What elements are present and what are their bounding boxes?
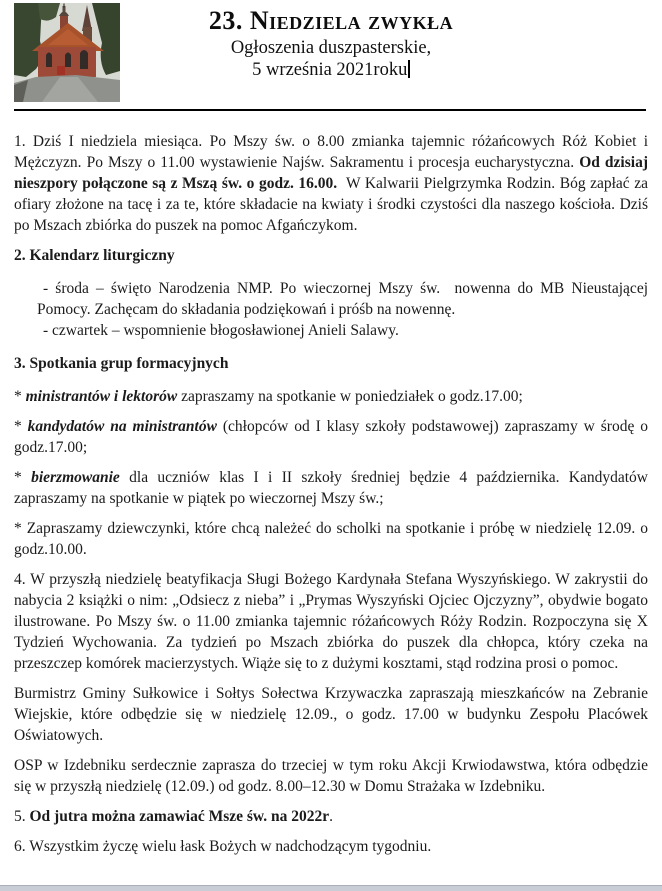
paragraph-1	[14, 131, 648, 236]
paragraph-1-text: 1. Dziś I niedziela miesiąca. Po Mszy św. o 8.00 zmianka tajemnic różańcowych Róż Kobiet i Mężczyzn. Po Mszy o 11.00 wystawienie Najśw. Sakramentu i procesja eucharystyczna.	[14, 133, 648, 171]
bullet-star: *	[14, 469, 32, 486]
paragraph-5	[14, 806, 648, 827]
subtitle-line-2: 5 września 2021roku	[252, 59, 408, 80]
calendar-item-czwartek: - czwartek – wspomnienie błogosławionej Anieli Salawy.	[43, 322, 399, 339]
page-title: 23. Niedziela zwykła	[208, 6, 454, 35]
paragraph-5-number: 5.	[14, 808, 30, 825]
group-item-scholka: * Zapraszamy dziewczynki, które chcą należeć do scholki na spotkanie i próbę w niedzielę 12.09. o godz.10.00.	[14, 520, 648, 558]
subtitle-line-1: Ogłoszenia duszpasterskie,	[230, 38, 432, 58]
window-bottom-edge	[0, 885, 662, 891]
group-item-ministranci-title: ministrantów i lektorów	[25, 388, 178, 405]
group-item-bierzmowanie-title: bierzmowanie	[31, 469, 120, 486]
group-item-bierzmowanie-text: dla uczniów klas I i II szkoły średniej będzie 4 października. Kandydatów zapraszamy na spotkanie w piątek po wieczornej Mszy św.;	[14, 469, 649, 507]
paragraph-5-end: .	[329, 808, 333, 825]
document-text-area[interactable]	[14, 131, 648, 866]
paragraph-6: 6. Wszystkim życzę wielu łask Bożych w nadchodzącym tygodniu.	[14, 838, 432, 855]
group-item-ministranci	[14, 386, 648, 407]
paragraph-5-bold: Od jutra można zamawiać Msze św. na 2022r	[29, 808, 330, 825]
page-subtitle	[0, 38, 662, 81]
bullet-star: *	[14, 418, 28, 435]
group-item-kandydaci-title: kandydatów na ministrantów	[27, 418, 217, 435]
group-item-kandydaci	[14, 416, 648, 458]
paragraph-osp: OSP w Izdebniku serdecznie zaprasza do trzeciej w tym roku Akcji Krwiodawstwa, która odbędzie się w przyszłą niedzielę (12.09.) od godz. 8.00–12.30 w Domu Strażaka w Izdebniku.	[14, 757, 648, 795]
calendar-item-sroda: - środa – święto Narodzenia NMP. Po wieczornej Mszy św. nowenna do MB Nieustającej Pomocy. Zachęcam do składania podziękowań i próśb na nowennę.	[37, 280, 648, 318]
section-heading-3: 3. Spotkania grup formacyjnych	[14, 355, 229, 372]
group-item-ministranci-text: zapraszamy na spotkanie w poniedziałek o godz.17.00;	[177, 388, 523, 405]
paragraph-4: 4. W przyszłą niedzielę beatyfikacja Sługi Bożego Kardynała Stefana Wyszyńskiego. W zakrystii do nabycia 2 książki o nim: „Odsiecz z nieba” i „Prymas Wyszyński Ojciec Ojczyzny”, obydwie bogato ilustrowane. Po Mszy św. o 11.00 zmianka tajemnic różańcowych Róży Rodzin. Rozpoczyna się X Tydzień Wychowania. Za tydzień po Mszach zbiórka do puszek dla chłopca, który czeka na przeszczep komórek macierzystych. Wiąże się to z dużymi kosztami, stąd rodzina prosi o pomoc.	[14, 571, 648, 672]
group-item-kandydaci-text: (chłopców od I klasy szkoły podstawowej) zapraszamy w środę o godz.17.00;	[14, 418, 648, 456]
text-cursor	[408, 60, 410, 78]
header-divider	[14, 109, 646, 111]
header-title-block	[0, 6, 662, 81]
section-heading-2: 2. Kalendarz liturgiczny	[14, 247, 175, 264]
paragraph-1-text-2: W Kalwarii Pielgrzymka Rodzin. Bóg zapłać za ofiary złożone na tacę i za te, które składacie na kwiaty i środki czystości dla naszego kościoła. Dziś po Mszach zbiórka do puszek na pomoc Afgańczykom.	[14, 175, 648, 234]
bullet-star: *	[14, 388, 26, 405]
paragraph-1-bold: Od dzisiaj nieszpory połączone są z Mszą św. o godz. 16.00.	[14, 154, 648, 192]
group-item-bierzmowanie	[14, 467, 648, 509]
paragraph-zebranie: Burmistrz Gminy Sułkowice i Sołtys Sołectwa Krzywaczka zapraszają mieszkańców na Zebranie Wiejskie, które odbędzie się w niedzielę 12.09., o godz. 17.00 w budynku Zespołu Placówek Oświatowych.	[14, 685, 648, 744]
